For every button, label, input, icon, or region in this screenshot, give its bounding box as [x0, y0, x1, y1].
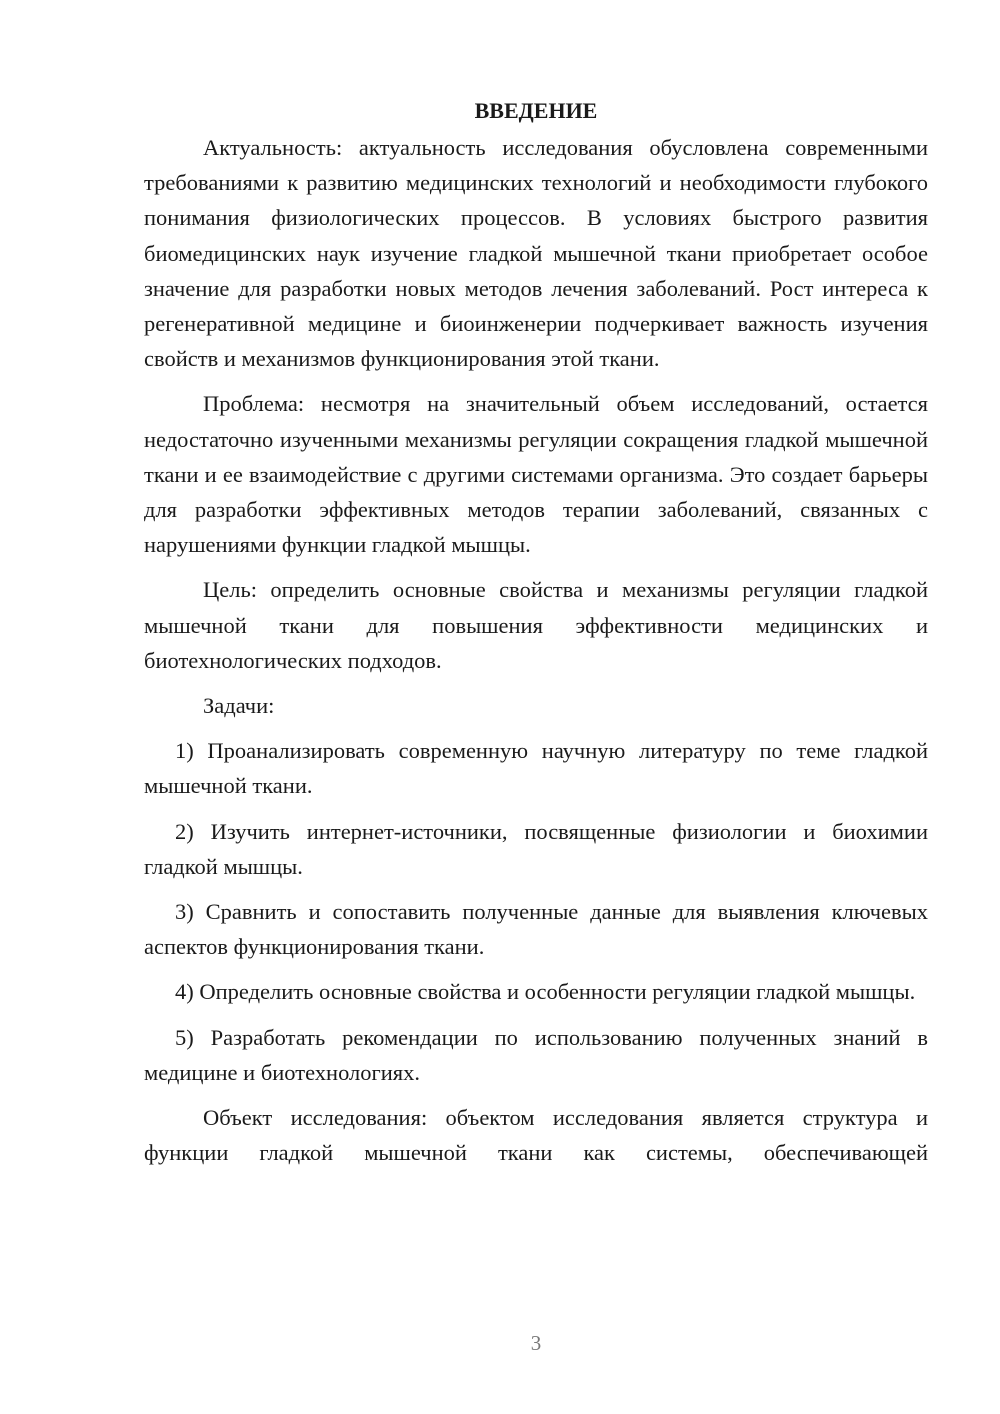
- task-item-3: 3) Сравнить и сопоставить полученные данные для выявления ключевых аспектов функционирования ткани.: [144, 899, 928, 960]
- document-page: [144, 96, 928, 1170]
- paragraph-goal: Цель: определить основные свойства и механизмы регуляции гладкой мышечной ткани для повышения эффективности медицинских и биотехнологических подходов.: [144, 577, 928, 673]
- task-item-5: 5) Разработать рекомендации по использованию полученных знаний в медицине и биотехнологиях.: [144, 1024, 928, 1085]
- task-item-2: 2) Изучить интернет-источники, посвященные физиологии и биохимии гладкой мышцы.: [144, 818, 928, 879]
- paragraph-problem: Проблема: несмотря на значительный объем исследований, остается недостаточно изученными механизмы регуляции сокращения гладкой мышечной ткани и ее взаимодействие с другими системами организма. Это создает барьеры для разработки эффективных методов терапии заболеваний, связанных с нарушениями функции гладкой мышцы.: [144, 391, 928, 558]
- task-item-1: 1) Проанализировать современную научную литературу по теме гладкой мышечной ткани.: [144, 738, 928, 799]
- section-heading: ВВЕДЕНИЕ: [474, 98, 598, 123]
- paragraph-research-object: Объект исследования: объектом исследования является структура и функции гладкой мышечной ткани как системы, обеспечивающей: [144, 1105, 928, 1166]
- paragraph-relevance: Актуальность: актуальность исследования обусловлена современными требованиями к развитию медицинских технологий и необходимости глубокого понимания физиологических процессов. В условиях быстрого развития биомедицинских наук изучение гладкой мышечной ткани приобретает особое значение для разработки новых методов лечения заболеваний. Рост интереса к регенеративной медицине и биоинженерии подчеркивает важность изучения свойств и механизмов функционирования этой ткани.: [144, 135, 928, 372]
- task-item-4: 4) Определить основные свойства и особенности регуляции гладкой мышцы.: [175, 979, 916, 1005]
- page-number: 3: [530, 1331, 542, 1355]
- tasks-label: Задачи:: [203, 693, 275, 719]
